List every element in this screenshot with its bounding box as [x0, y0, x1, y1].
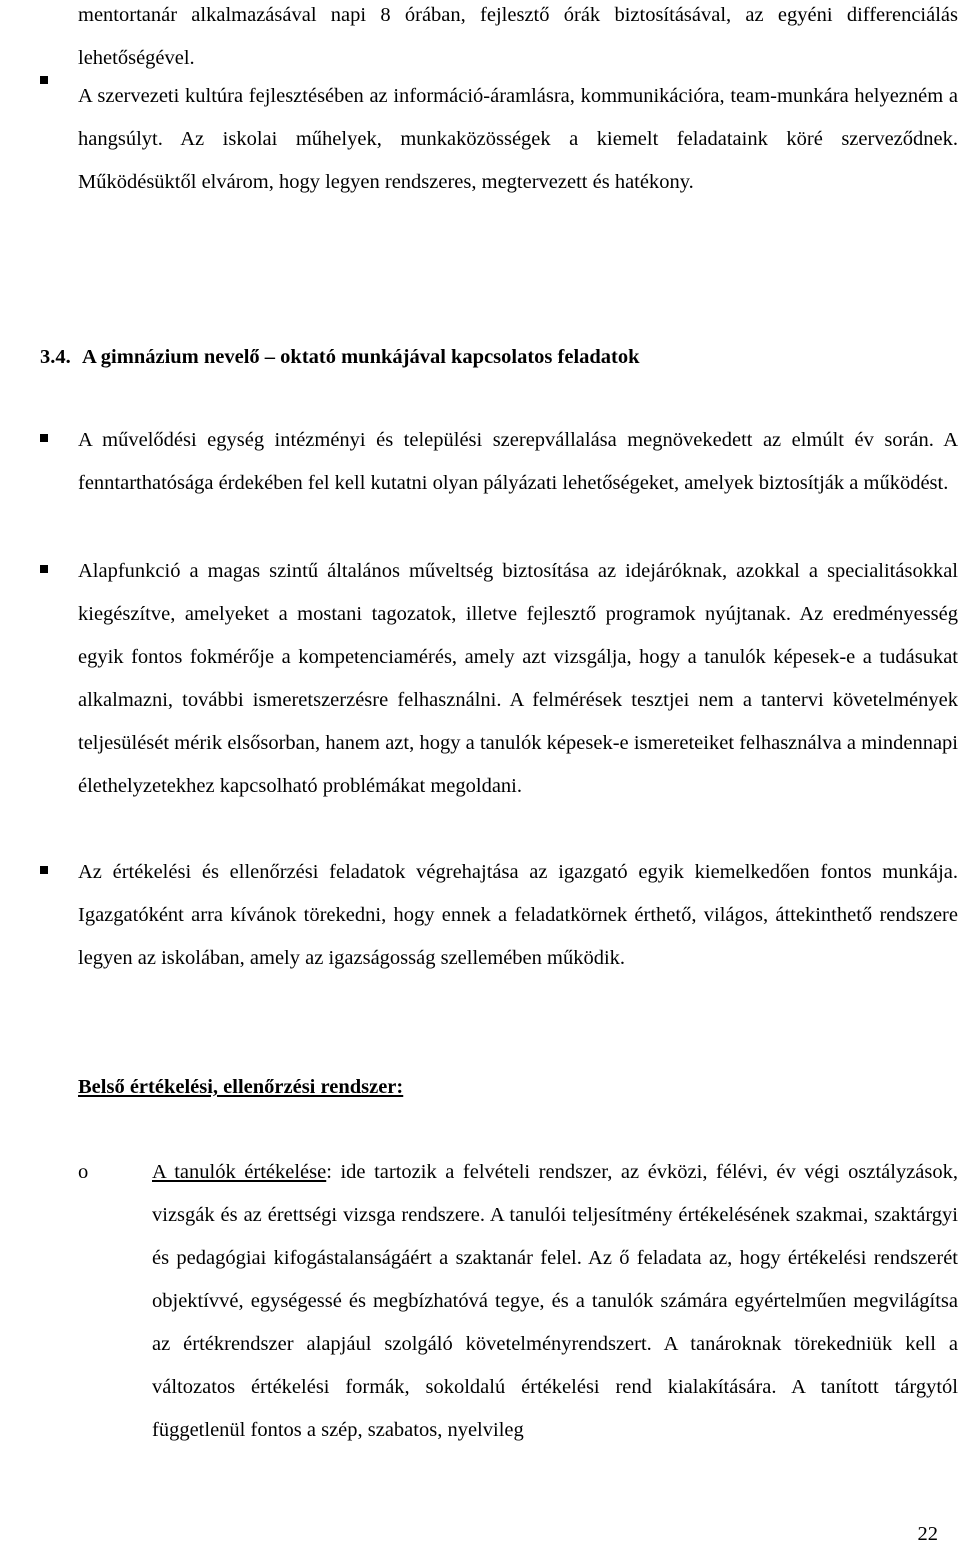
square-bullet-icon [40, 565, 48, 573]
square-bullet-icon [40, 434, 48, 442]
circle-bullet-icon: o [78, 1161, 89, 1183]
paragraph-evaluation-tasks: Az értékelési és ellenőrzési feladatok végrehajtása az igazgató egyik kiemelkedően fontos munkája. Igazgatóként arra kívánok törekedni, hogy ennek a feladatkörnek érthető, világos, áttekinthető rendszere legyen az iskolában, amely az igazságosság szellemében működik. [78, 861, 958, 969]
section-number: 3.4. [40, 346, 71, 368]
section-heading [40, 336, 640, 379]
paragraph-organizational-culture: A szervezeti kultúra fejlesztésében az információ-áramlásra, kommunikációra, team-munkára helyezném a hangsúlyt. Az iskolai műhelyek, munkaközösségek a kiemelt feladataink köré szerveződnek. Működésüktől elvárom, hogy legyen rendszeres, megtervezett és hatékony. [78, 85, 958, 193]
subsection-heading: Belső értékelési, ellenőrzési rendszer: [78, 1076, 404, 1098]
paragraph-student-evaluation [152, 1151, 958, 1452]
student-evaluation-text: : ide tartozik a felvételi rendszer, az évközi, félévi, év végi osztályzások, vizsgák és az érettségi vizsga rendszere. A tanulói teljesítmény értékelésének szakmai, szaktárgyi és pedagógiai kifogástalanságáért a szaktanár felel. Az ő feladata az, hogy értékelési rendszerét objektívvé, egységessé és megbízhatóvá tegye, és a tanulók számára egyértelműen megvilágítsa az értékrendszer alapjául szolgáló követelményrendszert. A tanároknak törekedniük kell a változatos értékelési formák, sokoldalú értékelési rend kialakítására. A tanított tárgytól függetlenül fontos a szép, szabatos, nyelvileg [152, 1161, 958, 1441]
paragraph-continuation: mentortanár alkalmazásával napi 8 órában, fejlesztő órák biztosításával, az egyéni differenciálás lehetőségével. [78, 4, 958, 69]
page-number: 22 [917, 1523, 938, 1545]
student-evaluation-label: A tanulók értékelése [152, 1161, 327, 1183]
square-bullet-icon [40, 76, 48, 84]
paragraph-basic-function: Alapfunkció a magas szintű általános műveltség biztosítása az idejáróknak, azokkal a specialitásokkal kiegészítve, amelyeket a mostani tagozatok, illetve fejlesztő programok nyújtanak. Az eredményesség egyik fontos fokmérője a kompetenciamérés, amely azt vizsgálja, hogy a tanulók képesek-e a tudásukat alkalmazni, további ismeretszerzésre felhasználni. A felmérések tesztjei nem a tantervi követelmények teljesülését mérik elsősorban, hanem azt, hogy a tanulók képesek-e ismereteiket felhasználva a mindennapi élethelyzetekhez kapcsolható problémákat megoldani. [78, 560, 958, 797]
section-title: A gimnázium nevelő – oktató munkájával kapcsolatos feladatok [82, 346, 640, 368]
paragraph-cultural-unit: A művelődési egység intézményi és települési szerepvállalása megnövekedett az elmúlt év során. A fenntarthatósága érdekében fel kell kutatni olyan pályázati lehetőségeket, amelyek biztosítják a működést. [78, 429, 958, 494]
square-bullet-icon [40, 866, 48, 874]
